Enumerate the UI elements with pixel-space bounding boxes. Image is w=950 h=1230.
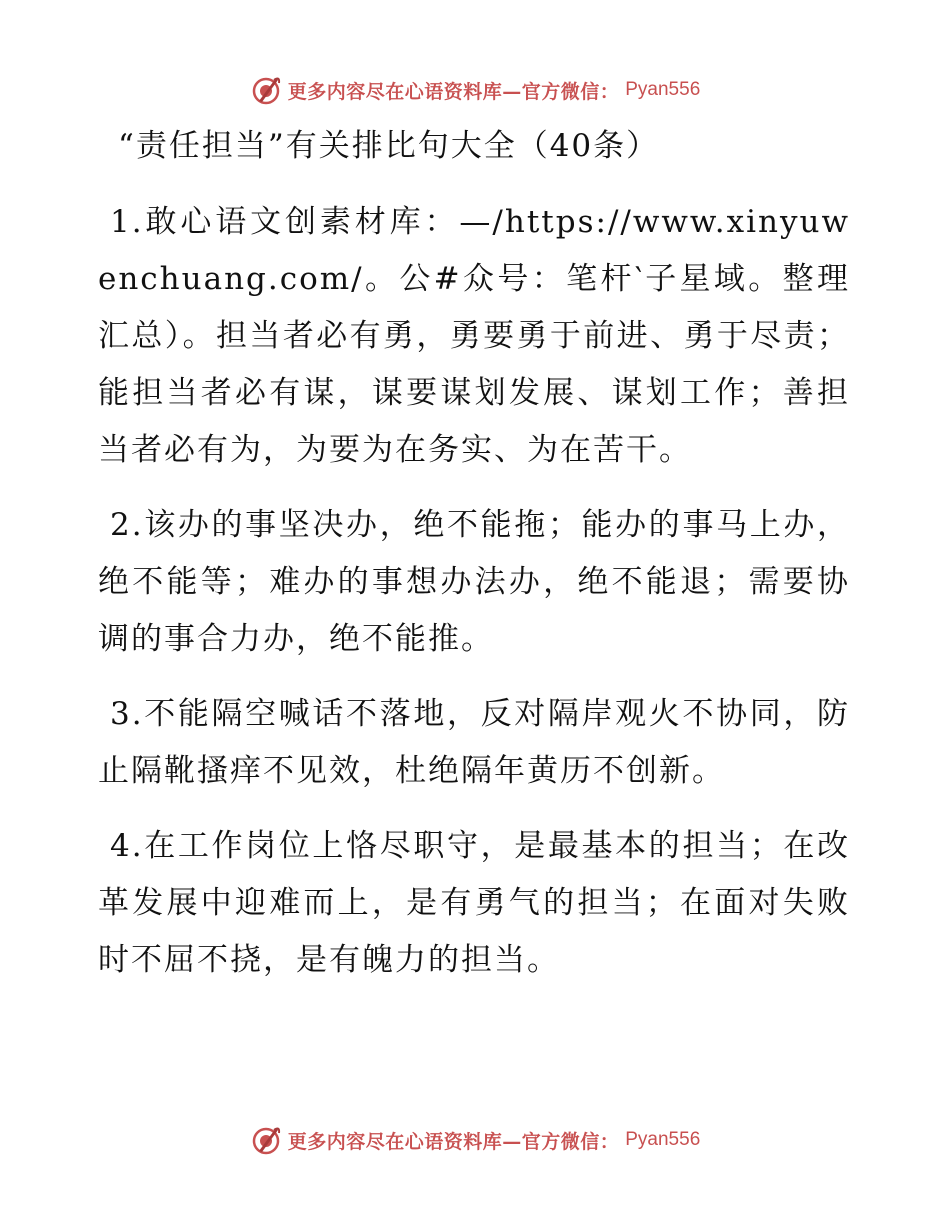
paragraph-number: 4. xyxy=(110,828,144,864)
paragraph-number: 1. xyxy=(110,204,144,240)
paragraph-text: 不能隔空喊话不落地，反对隔岸观火不协同，防止隔靴搔痒不见效，杜绝隔年黄历不创新。 xyxy=(98,696,850,789)
footer-banner xyxy=(0,1122,950,1158)
quill-pen-seal-icon xyxy=(250,74,282,106)
paragraph-1 xyxy=(98,194,850,479)
paragraph-2 xyxy=(98,497,850,668)
header-banner xyxy=(0,72,950,108)
paragraph-text: 敢心语文创素材库：—/https://www.xinyuwenchuang.com/。公#众号：笔杆‵子星域。整理汇总）。担当者必有勇，勇要勇于前进、勇于尽责；能担当者必有谋，谋要谋划发展、谋划工作；善担当者必有为，为要为在务实、为在苦干。 xyxy=(98,204,850,468)
document-title: “责任担当”有关排比句大全（40条） xyxy=(118,128,660,164)
paragraph-3 xyxy=(98,686,850,800)
banner-text: 更多内容尽在心语资料库—官方微信： xyxy=(287,1130,620,1153)
quill-pen-seal-icon xyxy=(250,1124,282,1156)
banner-text: 更多内容尽在心语资料库—官方微信： xyxy=(287,80,620,103)
document-body xyxy=(98,194,850,1007)
paragraph-number: 3. xyxy=(110,696,144,732)
paragraph-4 xyxy=(98,818,850,989)
wechat-id: Pyan556 xyxy=(625,79,701,100)
paragraph-number: 2. xyxy=(110,507,144,543)
paragraph-text: 该办的事坚决办，绝不能拖；能办的事马上办，绝不能等；难办的事想办法办，绝不能退；需要协调的事合力办，绝不能推。 xyxy=(98,507,850,657)
paragraph-text: 在工作岗位上恪尽职守，是最基本的担当；在改革发展中迎难而上，是有勇气的担当；在面对失败时不屈不挠，是有魄力的担当。 xyxy=(98,828,850,978)
wechat-id: Pyan556 xyxy=(625,1129,701,1150)
